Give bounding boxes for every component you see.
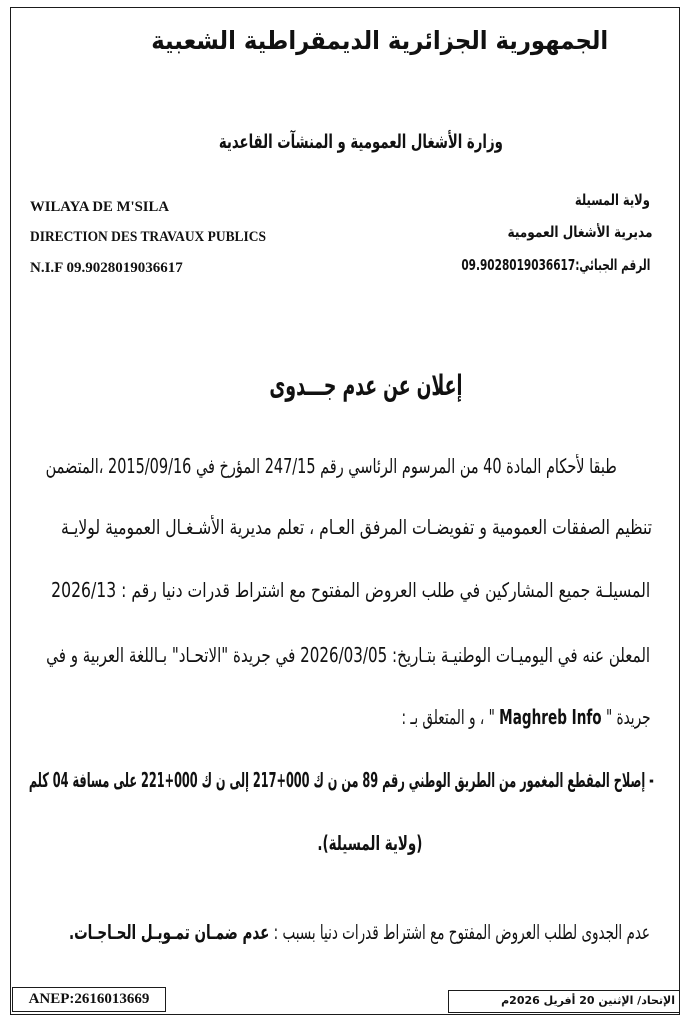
issuer-ar-wilaya-row [574, 187, 650, 213]
newspaper-line-row [400, 700, 650, 734]
issuer-ar-wilaya: ولاية المسيلة [574, 191, 650, 209]
republic-heading-row [150, 22, 608, 60]
project-description [29, 763, 654, 797]
notice-title-row [268, 364, 462, 408]
project-location: (ولاية المسيلة). [316, 831, 422, 855]
body-line-3: المسيلـة جميع المشاركين في طلب العروض المفتوح مع اشتراط قدرات دنيا رقم : 2026/13 [50, 578, 650, 602]
project-pk-to: 221+000 [141, 768, 198, 792]
issuer-fr-nif-row [30, 257, 192, 279]
notice-title: إعلان عن عدم جـــدوى [268, 369, 462, 402]
ministry-heading-row [218, 126, 503, 158]
newspaper-line-after: " ، و المتعلق بـ : [400, 705, 499, 729]
edition-footer: الإتحاد/ الإثنين 20 أفريل 2026م [501, 994, 675, 1007]
issuer-fr-wilaya: WILAYA DE M'SILA [30, 199, 170, 215]
body-line-2: تنظيم الصفقات العمومية و تفويضـات المرفق العـام ، تعلم مديرية الأشـغـال العمومية لولايـة [61, 515, 652, 539]
edition-footer-box [448, 990, 680, 1013]
project-location-row [316, 826, 422, 860]
body-line-1-row [45, 449, 617, 483]
project-pk-from: 217+000 [253, 768, 310, 792]
issuer-fr-direction-row [30, 226, 267, 248]
body-line-3-row [50, 573, 650, 607]
body-line-4: المعلن عنه في اليوميـات الوطنيـة بتـاريخ: 2026/03/05 في جريدة "الاتحـاد" بـاللغة العربية و في [45, 643, 650, 667]
issuer-fr-nif: N.I.F 09.9028019036617 [30, 260, 183, 276]
newspaper-line [401, 700, 650, 734]
republic-heading: الجمهورية الجزائرية الديمقراطية الشعبية [150, 26, 608, 55]
project-text-start: - إصلاح المقطع المغمور من الطريق الوطني رقم 89 من ن ك [309, 768, 654, 792]
ministry-heading: وزارة الأشغال العمومية و المنشآت القاعدية [218, 131, 503, 153]
infructuous-reason-row [68, 915, 650, 949]
reason-text: عدم الجدوى لطلب العروض المفتوح مع اشتراط قدرات دنيا بسبب : [269, 920, 650, 944]
project-text-middle: إلى ن ك [197, 768, 254, 792]
issuer-ar-nif: الرقم الجبائي:09.9028019036617 [461, 256, 650, 274]
body-line-4-row [45, 638, 650, 672]
project-description-row [28, 763, 654, 797]
issuer-fr-direction: DIRECTION DES TRAVAUX PUBLICS [30, 229, 266, 245]
reason-cause: عدم ضمـان تمـويـل الحـاجـات. [69, 920, 270, 944]
body-line-2-row [60, 510, 652, 544]
newspaper-name: Maghreb Info [498, 705, 602, 729]
issuer-ar-direction: مديرية الأشغال العمومية [506, 223, 652, 241]
issuer-ar-nif-row [460, 252, 650, 278]
issuer-fr-wilaya-row [30, 196, 170, 218]
anep-reference: ANEP:2616013669 [28, 991, 150, 1007]
body-line-1: طبقا لأحكام المادة 40 من المرسوم الرئاسي رقم 247/15 المؤرخ في 2015/09/16 ،المتضمن [45, 454, 617, 478]
project-text-end: على مسافة 04 كلم [28, 768, 142, 792]
issuer-ar-direction-row [506, 219, 652, 245]
newspaper-line-before: جريدة " [601, 705, 650, 729]
anep-reference-box [12, 987, 166, 1012]
infructuous-reason [69, 915, 650, 949]
